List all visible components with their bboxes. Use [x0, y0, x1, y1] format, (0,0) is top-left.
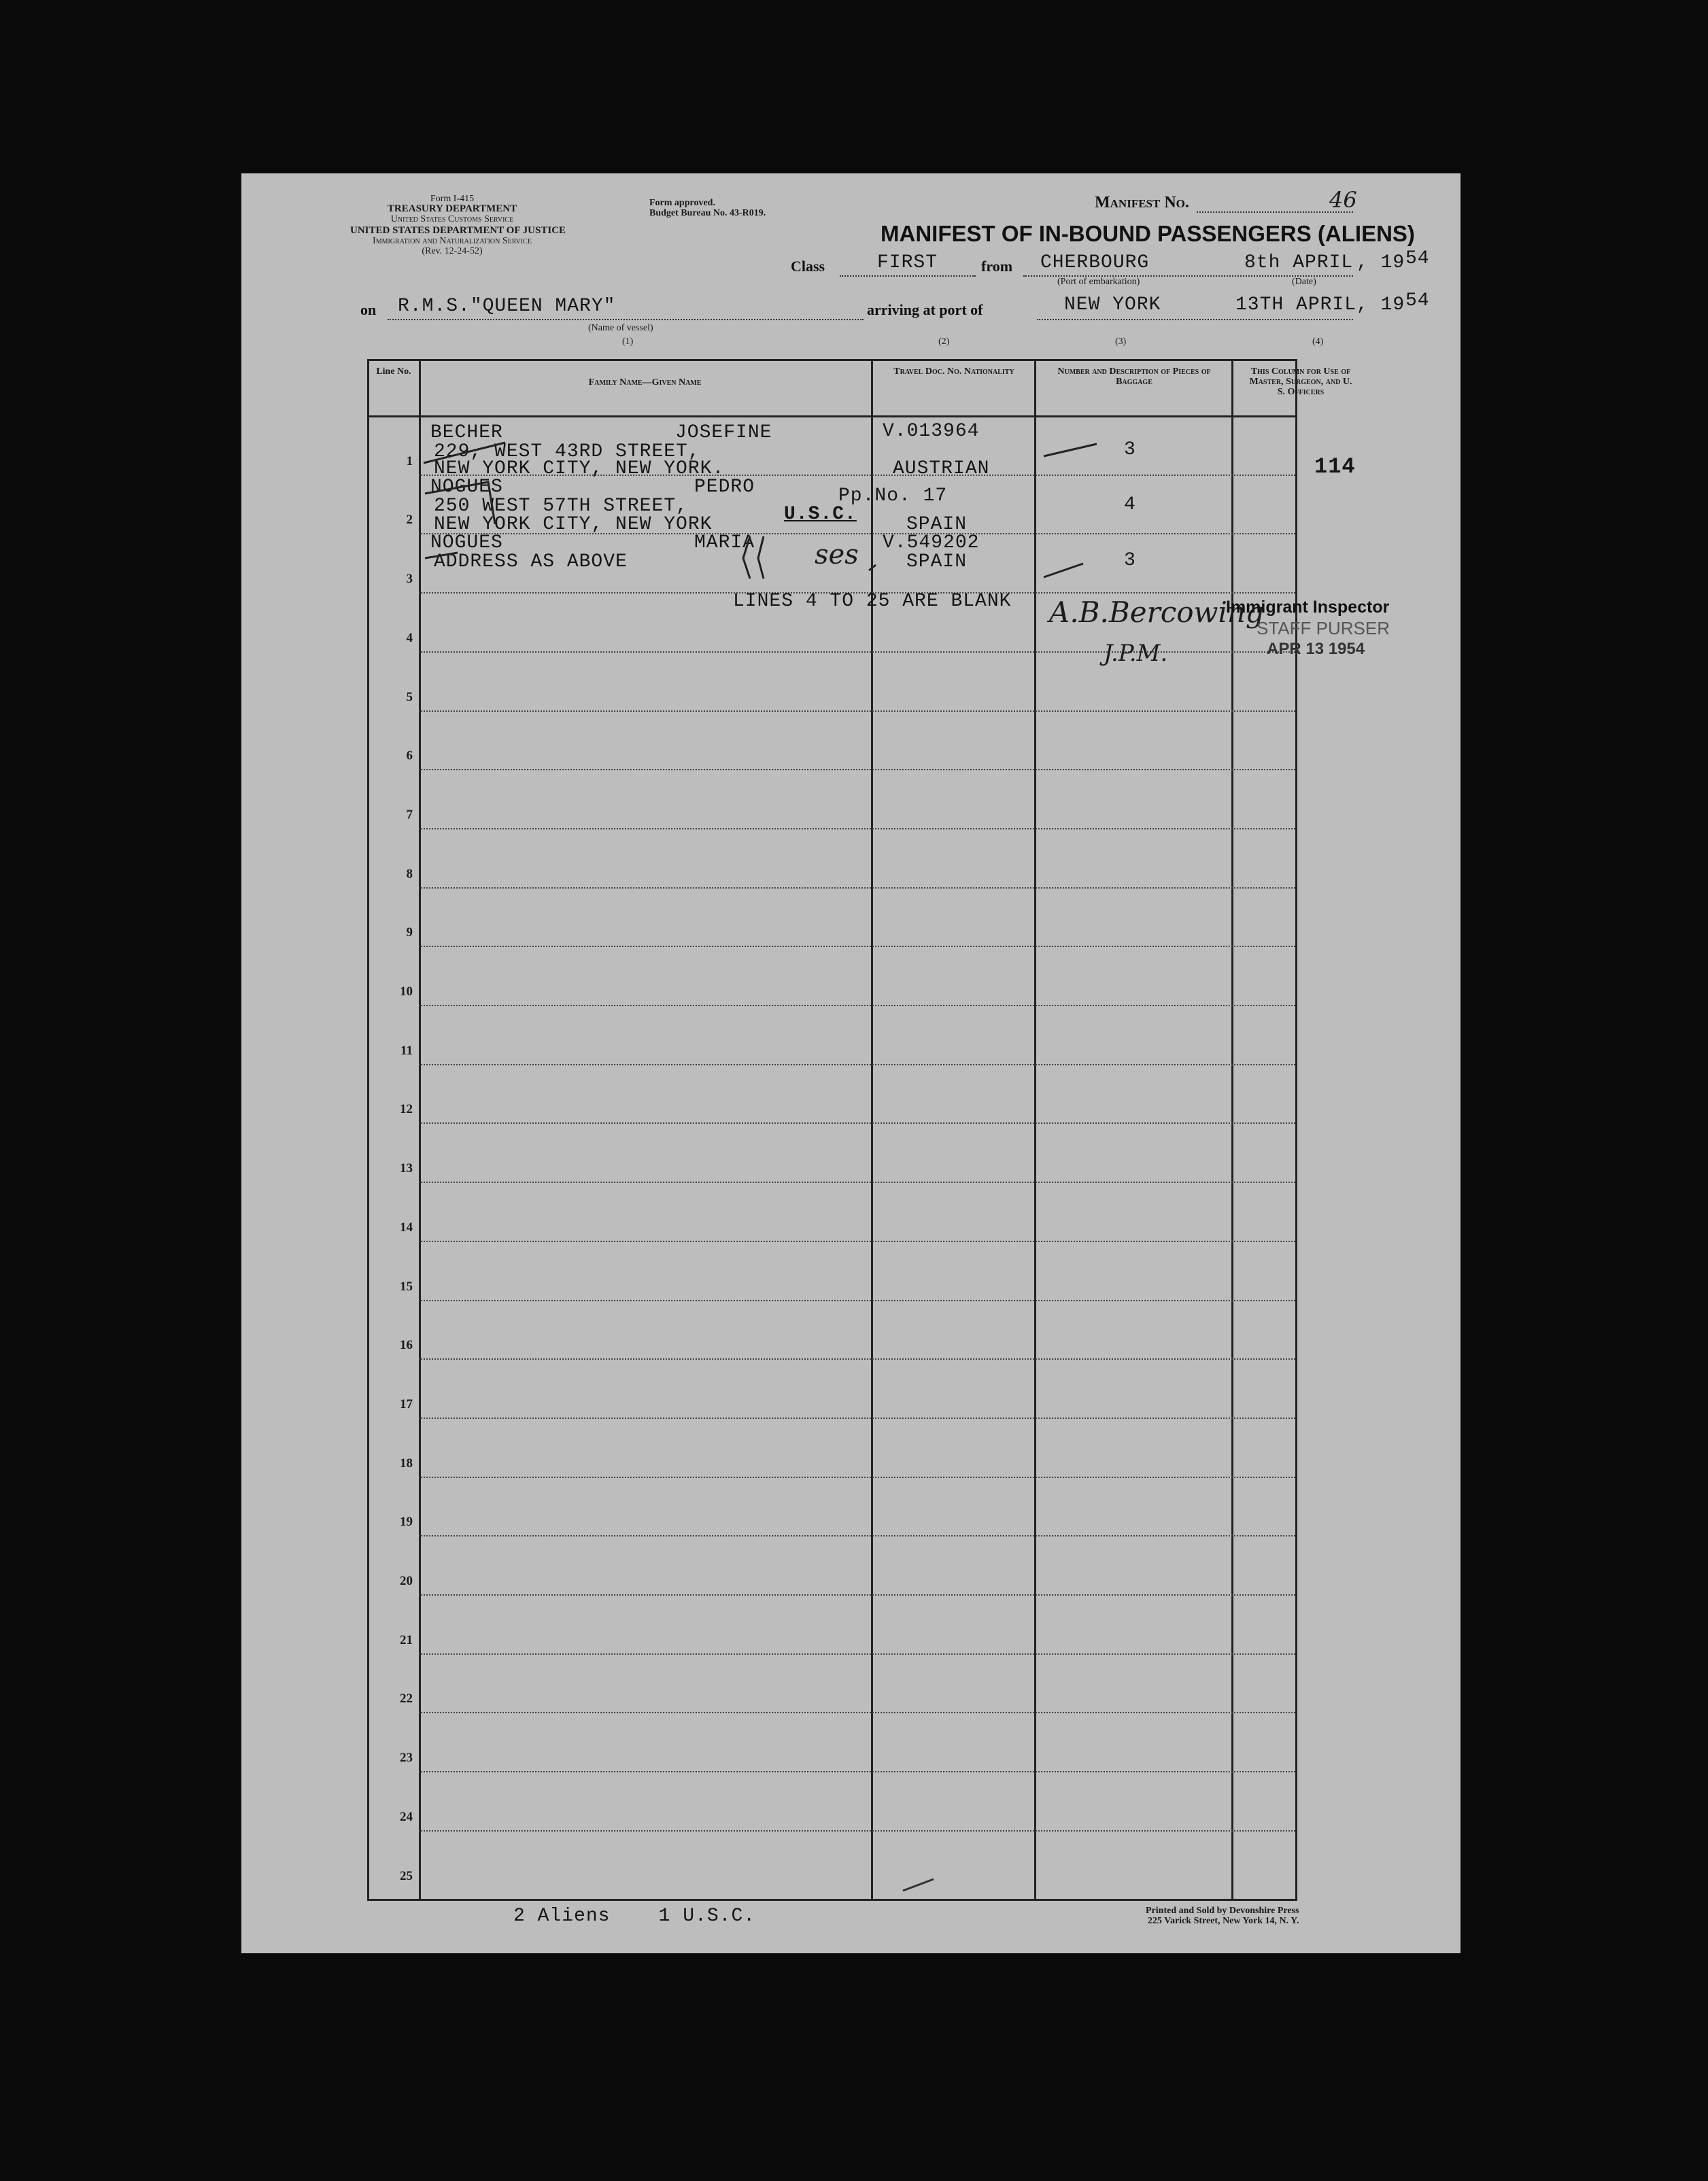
row-rule — [419, 1418, 1295, 1419]
line-number: 14 — [400, 1220, 413, 1235]
column-number: (3) — [1115, 337, 1127, 347]
baggage-count: 3 — [1124, 439, 1136, 460]
embarkation-year: 54 — [1405, 248, 1430, 269]
passenger-given-name: MARIA — [694, 532, 755, 553]
handwritten-initials: ses — [815, 539, 859, 570]
vessel-underline — [388, 319, 864, 320]
travel-doc-number: V.013964 — [883, 421, 980, 442]
embarkation-date: 8th APRIL — [1244, 252, 1354, 273]
header-officers: This Column for Use of Master, Surgeon, and U. S. Officers — [1249, 366, 1352, 397]
line-number: 4 — [406, 630, 413, 645]
line-number: 6 — [406, 749, 413, 763]
row-rule — [419, 828, 1295, 829]
embarkation-caption: (Port of embarkation) — [1057, 277, 1140, 287]
line-number: 17 — [400, 1396, 413, 1411]
manifest-title: MANIFEST OF IN-BOUND PASSENGERS (ALIENS) — [881, 221, 1415, 246]
passenger-family-name: NOGUES — [430, 477, 503, 498]
line-number: 23 — [400, 1751, 413, 1766]
line-number: 19 — [400, 1515, 413, 1530]
class-underline — [840, 275, 976, 277]
manifest-number: 46 — [1329, 187, 1357, 213]
inspector-title: Immigrant Inspector — [1226, 598, 1390, 617]
baggage-count: 4 — [1124, 494, 1136, 515]
officer-note: 114 — [1314, 454, 1356, 479]
form-approved: Form approved. — [649, 198, 715, 208]
justice-department: UNITED STATES DEPARTMENT OF JUSTICE — [350, 225, 566, 236]
totals-summary: 2 Aliens 1 U.S.C. — [513, 1906, 756, 1927]
row-rule — [419, 887, 1295, 889]
nationality: SPAIN — [906, 514, 968, 535]
arrival-underline — [1037, 319, 1353, 320]
line-number: 25 — [400, 1868, 413, 1883]
revision-date: (Rev. 12-24-52) — [422, 246, 483, 256]
printer-address: 225 Varick Street, New York 14, N. Y. — [1147, 1916, 1299, 1926]
printer-credit — [1146, 1906, 1299, 1926]
embarkation-year-prefix: , 19 — [1356, 252, 1405, 273]
header-baggage: Number and Description of Pieces of Baggage — [1057, 366, 1211, 387]
blank-lines-note: LINES 4 TO 25 ARE BLANK — [733, 591, 1012, 612]
row-rule — [419, 1653, 1295, 1655]
row-rule — [419, 1771, 1295, 1772]
manifest-number-label: Manifest No. — [1095, 194, 1189, 211]
column-number: (1) — [622, 337, 634, 347]
passenger-address: ADDRESS AS ABOVE — [434, 551, 628, 572]
line-number: 22 — [400, 1691, 413, 1706]
row-rule — [419, 1182, 1295, 1183]
passenger-address: 250 WEST 57TH STREET, — [434, 496, 688, 517]
line-number: 7 — [406, 807, 413, 822]
row-rule — [419, 1477, 1295, 1478]
line-number: 10 — [400, 984, 413, 999]
date-caption: (Date) — [1292, 277, 1316, 287]
header-line-no: Line No. — [376, 366, 411, 377]
passenger-family-name: NOGUES — [430, 532, 503, 553]
port-of-embarkation: CHERBOURG — [1040, 252, 1150, 273]
budget-bureau: Budget Bureau No. 43-R019. — [649, 208, 766, 218]
row-rule — [419, 710, 1295, 712]
form-number: Form I-415 — [430, 194, 475, 204]
arrival-port: NEW YORK — [1064, 294, 1161, 315]
department-block — [350, 194, 566, 256]
line-number: 16 — [400, 1338, 413, 1353]
citizenship-status: U.S.C. — [784, 504, 857, 525]
vessel-caption: (Name of vessel) — [588, 323, 653, 333]
row-rule — [419, 1712, 1295, 1713]
row-rule — [419, 1122, 1295, 1124]
column-number: (4) — [1312, 337, 1324, 347]
line-number: 12 — [400, 1102, 413, 1117]
customs-service: United States Customs Service — [390, 214, 514, 224]
arrival-year: 54 — [1405, 290, 1430, 311]
passenger-address: 229, WEST 43RD STREET, — [434, 441, 700, 462]
line-number: 3 — [406, 572, 413, 587]
column-number: (2) — [938, 337, 950, 347]
line-number: 13 — [400, 1161, 413, 1176]
row-rule — [419, 1064, 1295, 1065]
line-number: 15 — [400, 1279, 413, 1294]
row-rule — [419, 946, 1295, 947]
line-number: 24 — [400, 1809, 413, 1824]
passenger-address: NEW YORK CITY, NEW YORK. — [434, 458, 725, 479]
row-rule — [419, 1358, 1295, 1360]
class-value: FIRST — [877, 252, 938, 273]
travel-doc-number: Pp.No. 17 — [838, 485, 948, 506]
arrival-date: 13TH APRIL — [1235, 294, 1357, 315]
baggage-count: 3 — [1124, 550, 1136, 571]
header-travel-doc: Travel Doc. No. Nationality — [893, 366, 1014, 377]
travel-doc-number: V.549202 — [883, 532, 980, 553]
passenger-given-name: JOSEFINE — [675, 422, 772, 443]
row-rule — [419, 769, 1295, 770]
inspector-signature: A.B.Bercowing — [1049, 596, 1264, 629]
passenger-family-name: BECHER — [430, 422, 503, 443]
approval-block — [649, 198, 766, 218]
ins-service: Immigration and Naturalization Service — [373, 236, 532, 246]
row-rule — [419, 1300, 1295, 1301]
on-label: on — [360, 301, 377, 318]
line-number: 18 — [400, 1456, 413, 1471]
passenger-given-name: PEDRO — [694, 477, 755, 498]
row-rule — [419, 1005, 1295, 1006]
row-rule — [419, 1594, 1295, 1596]
line-number: 8 — [406, 866, 413, 881]
passenger-address: NEW YORK CITY, NEW YORK — [434, 514, 713, 535]
header-family-name: Family Name—Given Name — [588, 377, 702, 388]
arrival-year-prefix: , 19 — [1356, 294, 1405, 315]
nationality: SPAIN — [906, 551, 968, 572]
vessel-name: R.M.S."QUEEN MARY" — [398, 296, 616, 317]
line-number: 1 — [406, 453, 413, 468]
handwritten-initials: J.P.M. — [1104, 640, 1168, 667]
line-number: 5 — [406, 689, 413, 704]
line-number: 2 — [406, 513, 413, 528]
line-number: 9 — [406, 925, 413, 940]
nationality: AUSTRIAN — [893, 458, 990, 479]
row-rule — [419, 1241, 1295, 1242]
from-label: from — [981, 258, 1013, 275]
arriving-label: arriving at port of — [867, 301, 983, 318]
stray-mark — [900, 1874, 940, 1894]
line-number: 20 — [400, 1574, 413, 1588]
passenger-table — [367, 359, 1390, 1901]
row-rule — [419, 1535, 1295, 1536]
line-number: 11 — [400, 1043, 413, 1058]
manifest-page — [241, 173, 1461, 1953]
class-label: Class — [791, 258, 825, 275]
printer-name: Printed and Sold by Devonshire Press — [1146, 1906, 1299, 1916]
line-number: 21 — [400, 1632, 413, 1647]
row-rule — [419, 1830, 1295, 1832]
staff-purser-stamp: STAFF PURSER — [1257, 618, 1390, 638]
treasury-department: TREASURY DEPARTMENT — [387, 203, 517, 214]
stamp-date: APR 13 1954 — [1267, 640, 1365, 658]
